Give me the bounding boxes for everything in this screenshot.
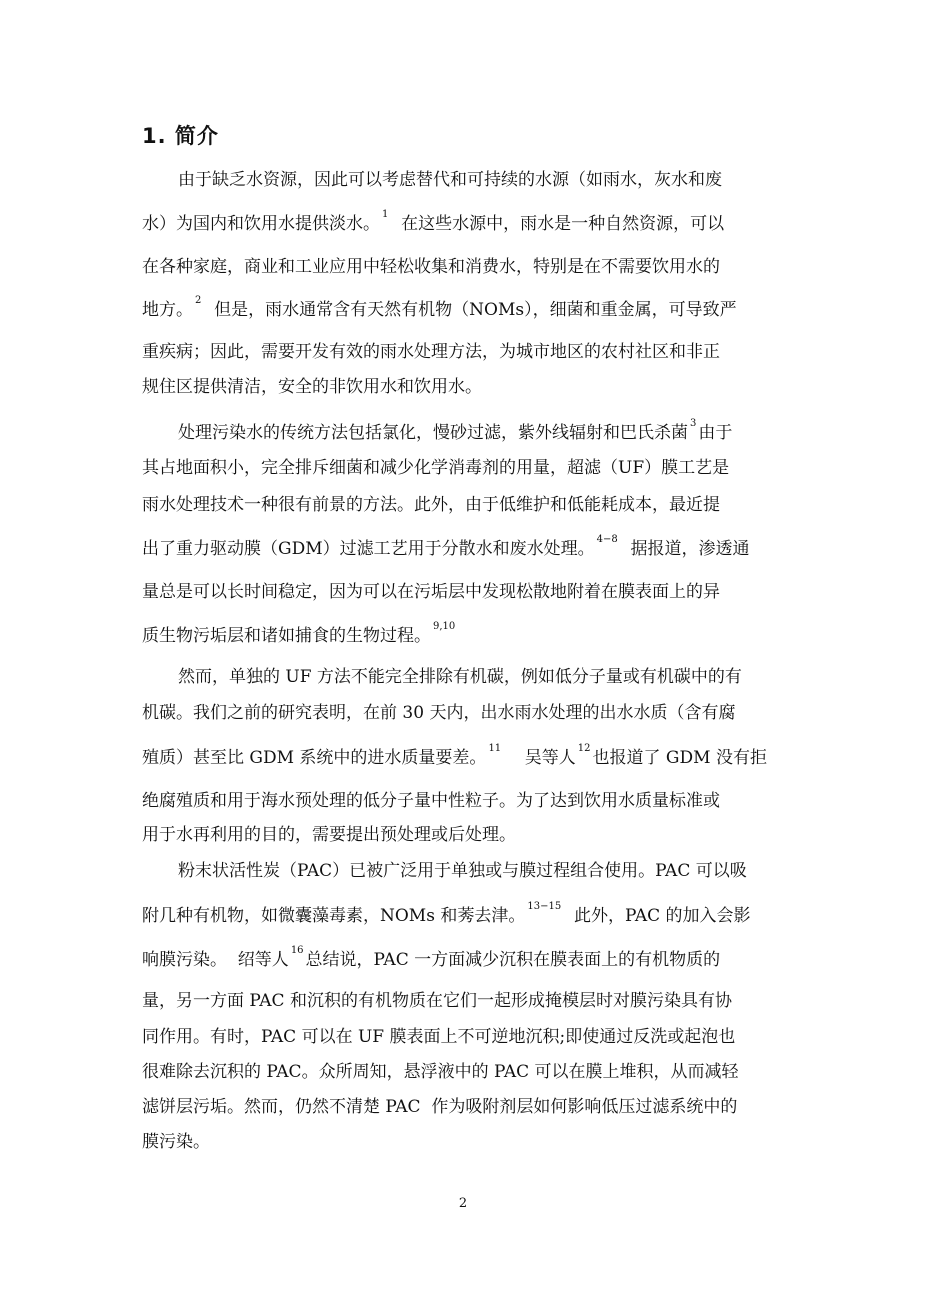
text-segment: 由于缺乏水资源，因此可以考虑替代和可持续的水源（如雨水，灰水和废 xyxy=(178,170,722,190)
text-segment: 然而，单独的 UF 方法不能完全排除有机碳，例如低分子量或有机碳中的有 xyxy=(178,667,742,687)
text-segment: 处理污染水的传统方法包括氯化，慢砂过滤，紫外线辐射和巴氏杀菌 xyxy=(178,423,688,443)
citation-superscript: 16 xyxy=(290,945,304,956)
text-segment: 重疾病；因此，需要开发有效的雨水处理方法，为城市地区的农村社区和非正 xyxy=(142,342,720,362)
text-line xyxy=(142,340,720,364)
text-segment: 此外，PAC 的加入会影 xyxy=(563,906,751,926)
text-segment: 量，另一方面 PAC 和沉积的有机物质在它们一起形成掩模层时对膜污染具有协 xyxy=(142,991,732,1011)
citation-superscript: 4−8 xyxy=(596,534,618,545)
text-segment: 总结说，PAC 一方面减少沉积在膜表面上的有机物质的 xyxy=(305,950,721,970)
text-segment: 规住区提供清洁，安全的非饮用水和饮用水。 xyxy=(142,377,482,397)
text-segment: 在各种家庭，商业和工业应用中轻松收集和消费水，特别是在不需要饮用水的 xyxy=(142,257,720,277)
text-line xyxy=(142,1060,739,1084)
text-segment: 据报道，渗透通 xyxy=(619,539,750,559)
text-segment: 响膜污染。 绍等人 xyxy=(142,950,289,970)
text-segment: 用于水再利用的目的，需要提出预处理或后处理。 xyxy=(142,825,516,845)
text-segment: 量总是可以长时间稳定，因为可以在污垢层中发现松散地附着在膜表面上的异 xyxy=(142,582,720,602)
text-segment: 也报道了 GDM 没有拒 xyxy=(592,748,767,768)
text-line xyxy=(178,418,733,445)
text-line xyxy=(142,701,735,725)
text-segment: 同作用。有时，PAC 可以在 UF 膜表面上不可逆地沉积;即使通过反洗或起泡也 xyxy=(142,1027,736,1047)
section-heading: 1. 简介 xyxy=(142,124,219,148)
citation-superscript: 1 xyxy=(382,209,389,220)
text-segment: 由于 xyxy=(698,423,733,443)
text-line xyxy=(142,209,725,236)
text-line xyxy=(142,1095,737,1119)
text-segment: 出了重力驱动膜（GDM）过滤工艺用于分散水和废水处理。 xyxy=(142,539,595,559)
text-line xyxy=(142,580,720,604)
text-segment: 膜污染。 xyxy=(142,1132,210,1152)
text-line xyxy=(142,295,737,322)
text-segment: 绝腐殖质和用于海水预处理的低分子量中性粒子。为了达到饮用水质量标准或 xyxy=(142,791,720,811)
text-line xyxy=(142,621,457,648)
page-number: 2 xyxy=(458,1196,468,1211)
text-segment: 机碳。我们之前的研究表明，在前 30 天内，出水雨水处理的出水水质（含有腐 xyxy=(142,703,736,723)
citation-superscript: 9,10 xyxy=(433,621,456,632)
text-line xyxy=(142,1025,735,1049)
text-segment: 质生物污垢层和诸如捕食的生物过程。 xyxy=(142,626,431,646)
text-segment: 殖质）甚至比 GDM 系统中的进水质量要差。 xyxy=(142,748,487,768)
text-line xyxy=(142,743,767,770)
text-line xyxy=(178,168,722,192)
text-line xyxy=(142,945,721,972)
text-segment: 在这些水源中，雨水是一种自然资源，可以 xyxy=(390,214,725,234)
text-line xyxy=(142,255,720,279)
text-segment: 但是，雨水通常含有天然有机物（NOMs），细菌和重金属，可导致严 xyxy=(203,300,737,320)
text-segment: 附几种有机物，如微囊藻毒素，NOMs 和莠去津。 xyxy=(142,906,526,926)
citation-superscript: 3 xyxy=(690,418,697,429)
text-segment: 地方。 xyxy=(142,300,193,320)
text-line xyxy=(142,789,720,813)
text-segment: 水）为国内和饮用水提供淡水。 xyxy=(142,214,380,234)
text-line xyxy=(142,1130,210,1154)
text-line xyxy=(142,456,729,480)
text-line xyxy=(178,859,747,883)
text-segment: 很难除去沉积的 PAC。众所周知，悬浮液中的 PAC 可以在膜上堆积，从而减轻 xyxy=(142,1062,739,1082)
text-line xyxy=(178,665,742,689)
text-line xyxy=(142,901,751,928)
text-segment: 吴等人 xyxy=(503,748,576,768)
citation-superscript: 13−15 xyxy=(527,901,562,912)
text-line xyxy=(142,375,482,399)
text-segment: 粉末状活性炭（PAC）已被广泛用于单独或与膜过程组合使用。PAC 可以吸 xyxy=(178,861,747,881)
citation-superscript: 12 xyxy=(577,743,591,754)
citation-superscript: 2 xyxy=(195,295,202,306)
text-line xyxy=(142,989,732,1013)
text-line xyxy=(142,534,750,561)
text-line xyxy=(142,823,516,847)
text-segment: 其占地面积小，完全排斥细菌和减少化学消毒剂的用量，超滤（UF）膜工艺是 xyxy=(142,458,730,478)
citation-superscript: 11 xyxy=(488,743,502,754)
text-line xyxy=(142,493,720,517)
text-segment: 滤饼层污垢。然而，仍然不清楚 PAC 作为吸附剂层如何影响低压过滤系统中的 xyxy=(142,1097,738,1117)
text-segment: 雨水处理技术一种很有前景的方法。此外，由于低维护和低能耗成本，最近提 xyxy=(142,495,720,515)
